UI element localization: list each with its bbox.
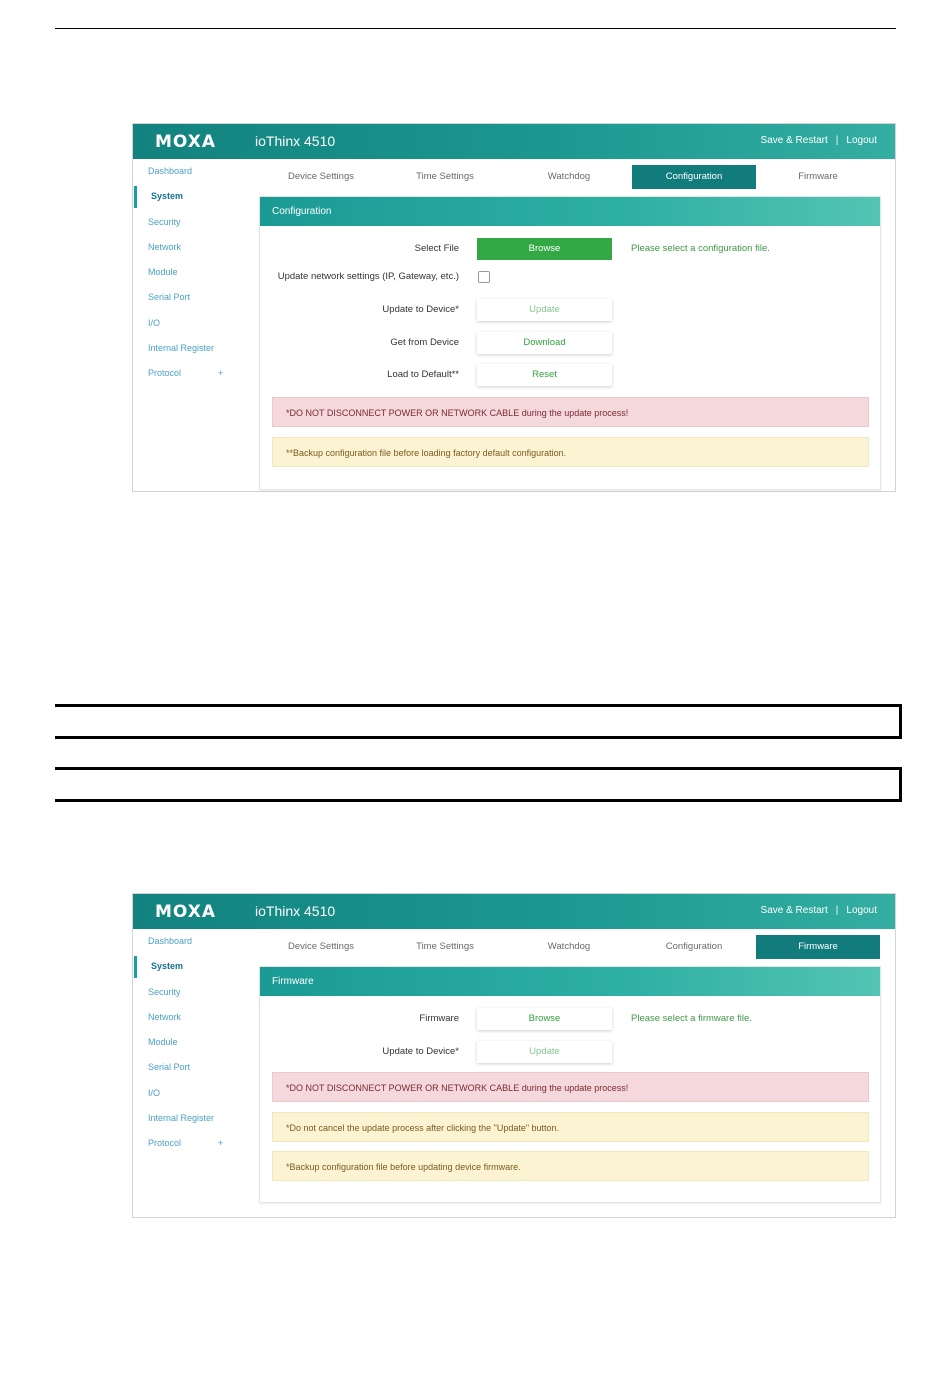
update-row bbox=[260, 299, 880, 321]
sidebar-item-network[interactable]: Network bbox=[148, 1011, 182, 1022]
browse-button[interactable]: Browse bbox=[477, 238, 612, 260]
firmware-screenshot bbox=[132, 893, 896, 1218]
get-row bbox=[260, 332, 880, 354]
sidebar-item-security[interactable]: Security bbox=[148, 216, 181, 227]
update-button[interactable]: Update bbox=[477, 1041, 612, 1063]
blank-box bbox=[55, 767, 902, 802]
logout-link[interactable]: Logout bbox=[846, 905, 877, 916]
reset-button[interactable]: Reset bbox=[477, 364, 612, 386]
update-network-row bbox=[260, 266, 880, 288]
logout-link[interactable]: Logout bbox=[846, 135, 877, 146]
tab-device-settings[interactable]: Device Settings bbox=[287, 171, 354, 182]
top-bar bbox=[133, 894, 895, 929]
sidebar-item-serial-port[interactable]: Serial Port bbox=[148, 292, 191, 303]
update-to-device-label: Update to Device* bbox=[382, 1046, 459, 1057]
default-row bbox=[260, 364, 880, 386]
sidebar-item-protocol[interactable] bbox=[133, 361, 243, 386]
top-bar bbox=[133, 124, 895, 159]
sidebar-item-label: Protocol bbox=[148, 1138, 182, 1149]
browse-button[interactable]: Browse bbox=[477, 1008, 612, 1030]
panel-title: Firmware bbox=[260, 967, 880, 996]
sidebar-item-protocol[interactable] bbox=[133, 1131, 243, 1156]
tab-watchdog[interactable]: Watchdog bbox=[547, 941, 591, 952]
sidebar bbox=[133, 929, 243, 1217]
expand-plus-icon[interactable]: + bbox=[218, 368, 224, 379]
warning-alert: *Backup configuration file before updating device firmware. bbox=[272, 1151, 869, 1181]
firmware-label: Firmware bbox=[419, 1013, 459, 1024]
separator: | bbox=[835, 135, 839, 146]
sidebar-item-module[interactable]: Module bbox=[148, 267, 178, 278]
tab-watchdog[interactable]: Watchdog bbox=[547, 171, 591, 182]
sidebar-item-internal-register[interactable]: Internal Register bbox=[148, 1113, 215, 1124]
configuration-screenshot bbox=[132, 123, 896, 492]
configuration-panel bbox=[259, 196, 881, 490]
sidebar-item-network[interactable]: Network bbox=[148, 241, 182, 252]
firmware-panel bbox=[259, 966, 881, 1203]
sidebar-item-label: Protocol bbox=[148, 368, 182, 379]
sidebar-item-internal-register[interactable]: Internal Register bbox=[148, 343, 215, 354]
tab-configuration[interactable]: Configuration bbox=[665, 941, 723, 952]
sidebar-item-module[interactable]: Module bbox=[148, 1037, 178, 1048]
warning-alert: *Do not cancel the update process after clicking the "Update" button. bbox=[272, 1112, 869, 1142]
blank-box bbox=[55, 704, 902, 739]
panel-title: Configuration bbox=[260, 197, 880, 226]
sidebar-item-io[interactable]: I/O bbox=[148, 1087, 161, 1098]
moxa-logo: MOXA bbox=[155, 132, 217, 152]
tab-time-settings[interactable]: Time Settings bbox=[416, 171, 474, 182]
download-button[interactable]: Download bbox=[477, 332, 612, 354]
select-file-row bbox=[260, 238, 880, 260]
tab-configuration[interactable]: Configuration bbox=[632, 165, 756, 189]
moxa-logo: MOXA bbox=[155, 902, 217, 922]
tab-bar bbox=[259, 165, 881, 189]
update-to-device-label: Update to Device* bbox=[382, 304, 459, 315]
save-restart-link[interactable]: Save & Restart bbox=[760, 135, 828, 146]
update-row bbox=[260, 1041, 880, 1063]
warning-alert: **Backup configuration file before loading factory default configuration. bbox=[272, 437, 869, 467]
separator: | bbox=[835, 905, 839, 916]
update-button[interactable]: Update bbox=[477, 299, 612, 321]
top-actions bbox=[761, 905, 877, 916]
load-to-default-label: Load to Default** bbox=[387, 369, 459, 380]
tab-firmware[interactable]: Firmware bbox=[798, 171, 838, 182]
product-name: ioThinx 4510 bbox=[255, 133, 336, 149]
sidebar-item-security[interactable]: Security bbox=[148, 986, 181, 997]
select-firmware-hint: Please select a firmware file. bbox=[631, 1013, 752, 1024]
page-header-rule bbox=[55, 28, 896, 29]
get-from-device-label: Get from Device bbox=[390, 337, 459, 348]
expand-plus-icon[interactable]: + bbox=[218, 1138, 224, 1149]
firmware-row bbox=[260, 1008, 880, 1030]
sidebar-item-serial-port[interactable]: Serial Port bbox=[148, 1062, 191, 1073]
tab-firmware[interactable]: Firmware bbox=[756, 935, 880, 959]
update-network-checkbox[interactable] bbox=[478, 271, 490, 283]
product-name: ioThinx 4510 bbox=[255, 903, 336, 919]
update-network-label: Update network settings (IP, Gateway, etc.) bbox=[277, 271, 459, 282]
sidebar-item-dashboard[interactable]: Dashboard bbox=[148, 936, 193, 946]
danger-alert: *DO NOT DISCONNECT POWER OR NETWORK CABLE during the update process! bbox=[272, 1072, 869, 1102]
top-actions bbox=[761, 135, 877, 146]
sidebar-item-dashboard[interactable]: Dashboard bbox=[148, 166, 193, 176]
tab-bar bbox=[259, 935, 881, 959]
save-restart-link[interactable]: Save & Restart bbox=[760, 905, 828, 916]
select-file-label: Select File bbox=[414, 243, 459, 254]
sidebar-item-system[interactable]: System bbox=[133, 954, 243, 979]
sidebar-item-io[interactable]: I/O bbox=[148, 317, 161, 328]
tab-time-settings[interactable]: Time Settings bbox=[416, 941, 474, 952]
select-file-hint: Please select a configuration file. bbox=[631, 243, 770, 254]
sidebar-item-system[interactable]: System bbox=[133, 184, 243, 209]
sidebar bbox=[133, 159, 243, 491]
tab-device-settings[interactable]: Device Settings bbox=[287, 941, 354, 952]
danger-alert: *DO NOT DISCONNECT POWER OR NETWORK CABLE during the update process! bbox=[272, 397, 869, 427]
